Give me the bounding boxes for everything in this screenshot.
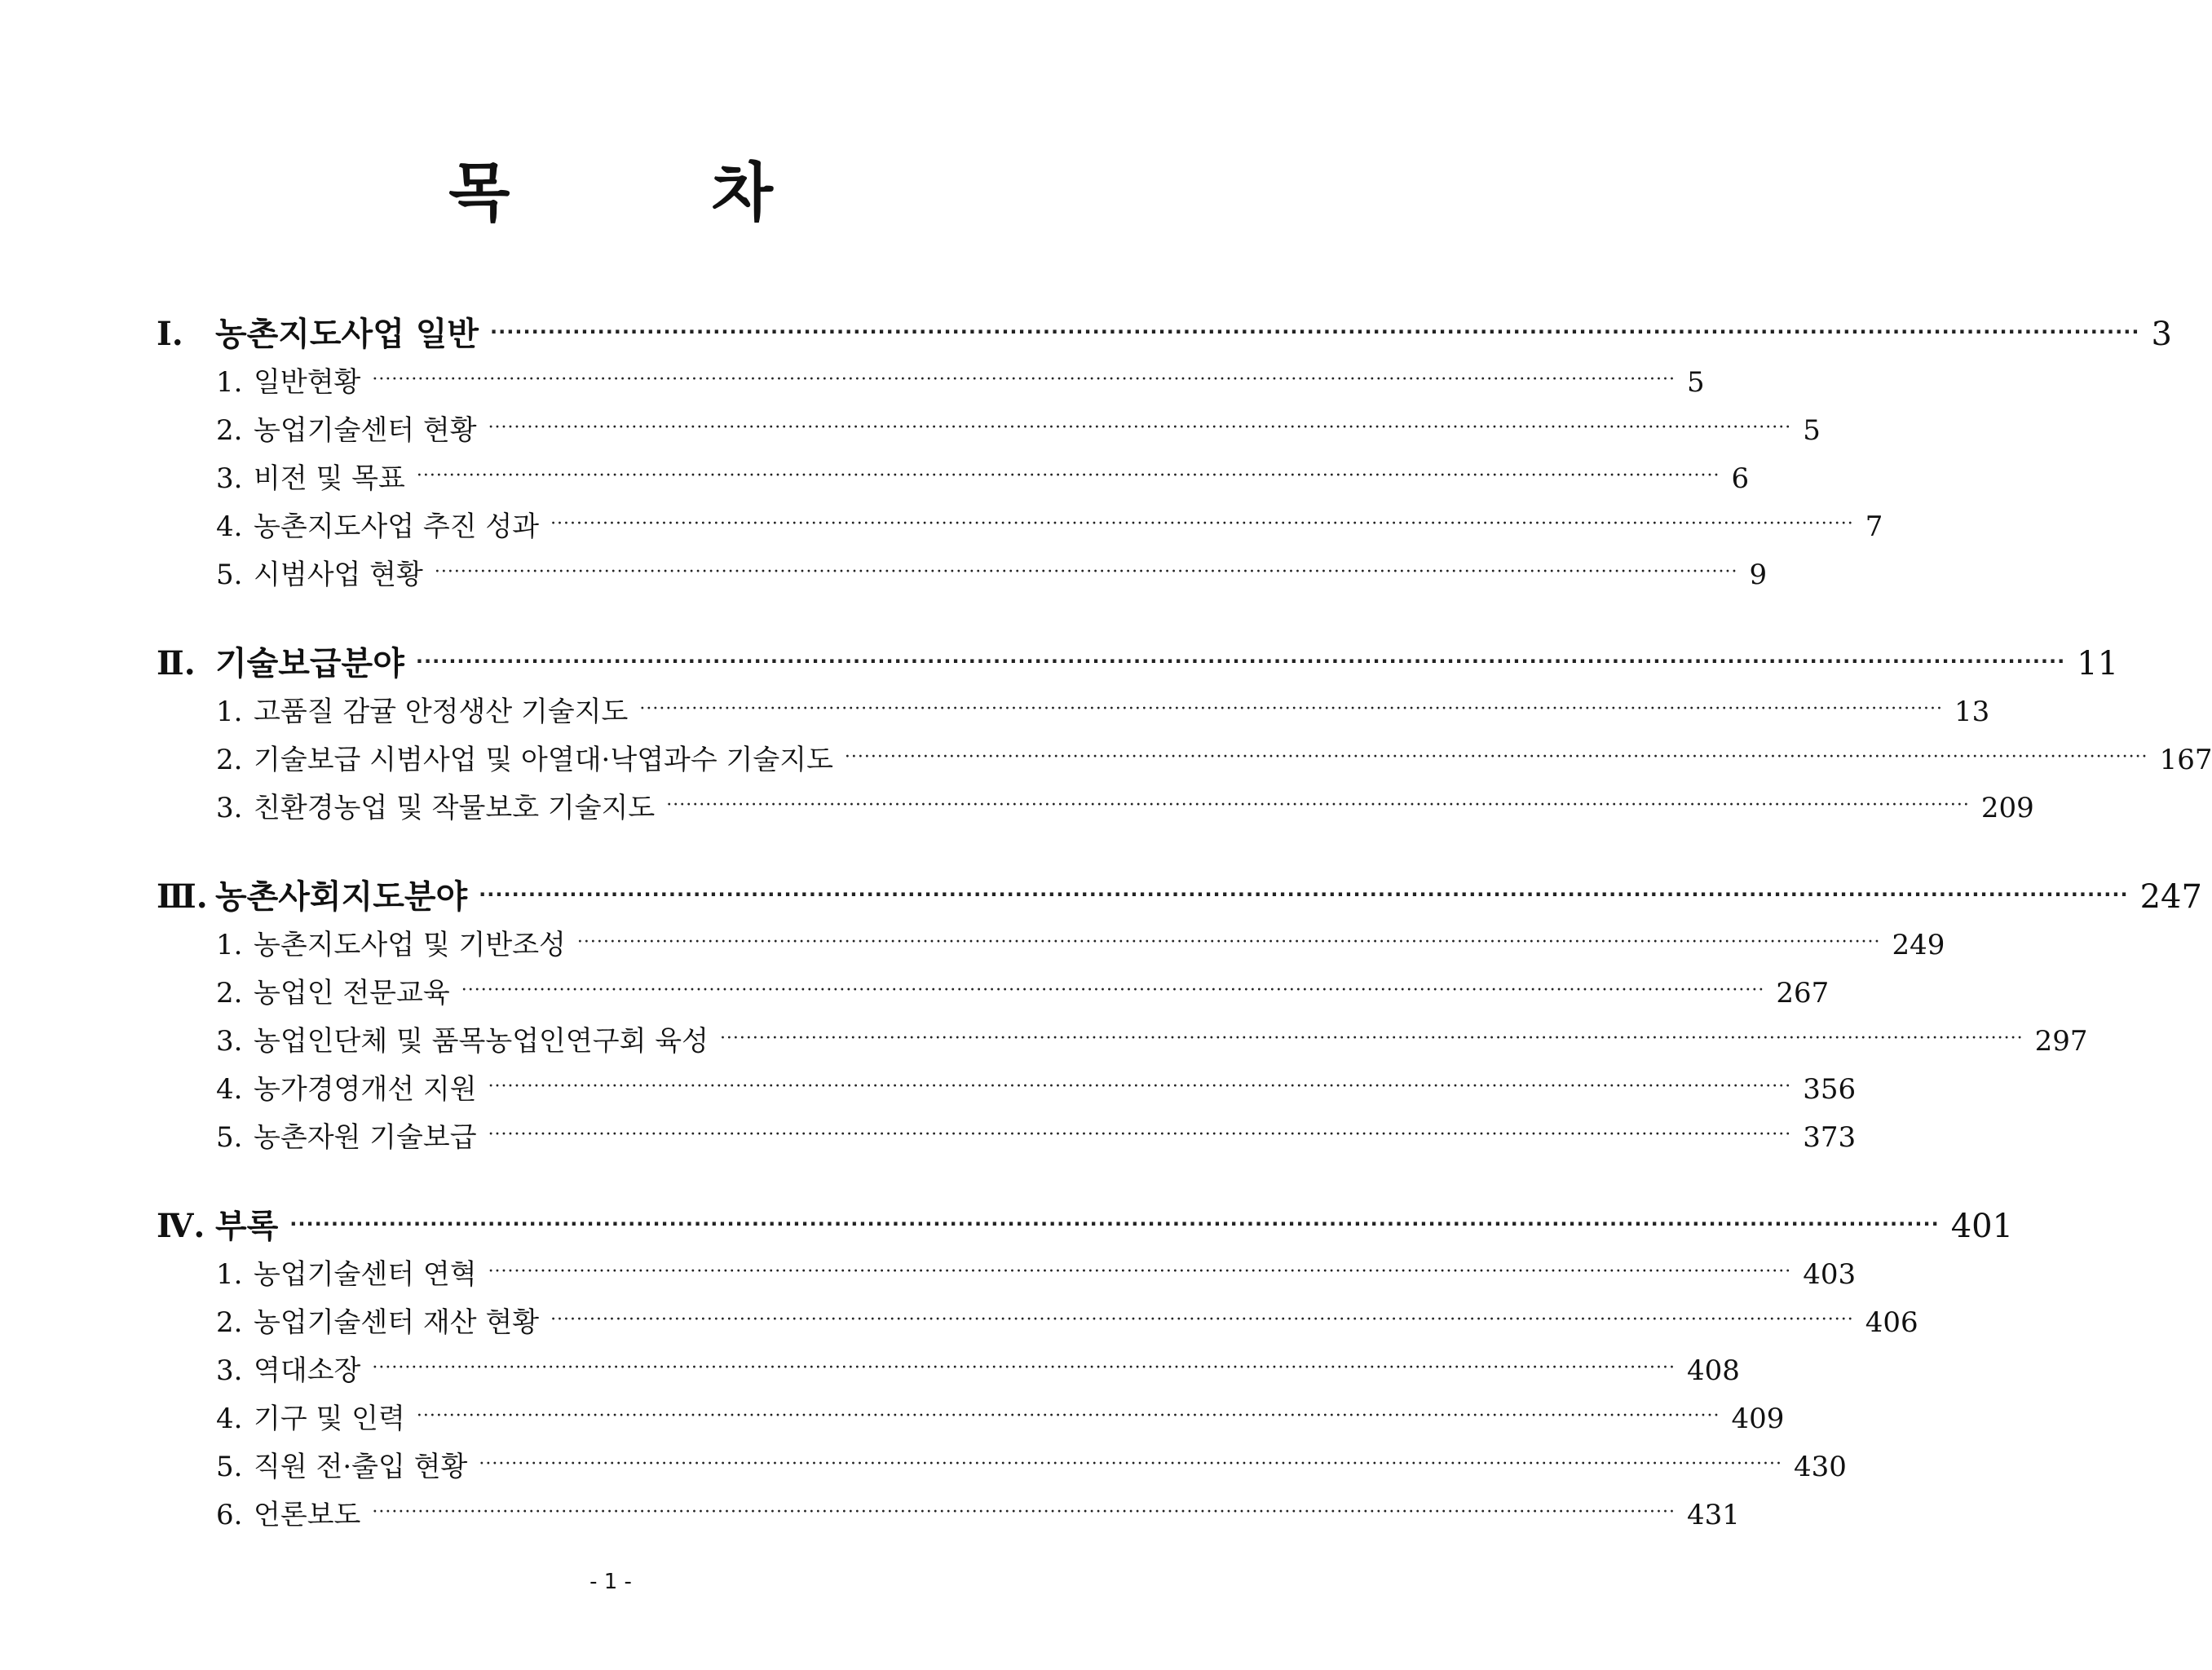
section-number: Ⅲ. [157, 877, 208, 916]
dot-leader: ········································································································································································································ [488, 418, 1792, 438]
item-page-number: 209 [1980, 792, 2034, 824]
toc-section-row[interactable] [157, 1200, 2014, 1247]
toc-item-row[interactable] [216, 737, 2212, 777]
item-title: 농가경영개선 지원 [254, 1073, 477, 1106]
item-title: 기구 및 인력 [254, 1403, 405, 1435]
item-title: 기술보급 시범사업 및 아열대·낙엽과수 기술지도 [254, 744, 833, 776]
toc-item-row[interactable] [216, 456, 1750, 496]
toc-item-row[interactable] [216, 1300, 1918, 1340]
item-number: 4. [216, 1403, 243, 1435]
toc-item-row[interactable] [216, 689, 1990, 729]
dot-leader: ········································································································································································································ [434, 562, 1738, 582]
page-number-footer: - 1 - [589, 1570, 632, 1594]
dot-leader: ········································································································································································································ [639, 699, 1944, 719]
dot-leader: ········································································································································································································ [415, 649, 2066, 673]
section-page-number: 247 [2139, 878, 2202, 916]
item-number: 1. [216, 1258, 243, 1291]
toc-item-row[interactable] [216, 1115, 1857, 1155]
toc-item-row[interactable] [216, 552, 1768, 592]
item-number: 4. [216, 1073, 243, 1106]
item-page-number: 5 [1687, 366, 1705, 399]
item-page-number: 408 [1687, 1354, 1740, 1387]
toc-section-row[interactable] [157, 308, 2172, 355]
item-page-number: 167 [2159, 744, 2212, 776]
item-title: 농업인 전문교육 [254, 977, 450, 1010]
dot-leader: ········································································································································································································ [289, 1212, 1940, 1235]
toc-item-row[interactable] [216, 1018, 2088, 1058]
dot-leader: ········································································································································································································ [479, 1454, 1782, 1474]
dot-leader: ········································································································································································································ [416, 1406, 1720, 1426]
item-title: 농업인단체 및 품목농업인연구회 육성 [254, 1025, 709, 1058]
toc-item-row[interactable] [216, 408, 1821, 448]
dot-leader: ········································································································································································································ [372, 369, 1676, 390]
item-title: 언론보도 [254, 1499, 361, 1531]
section-title: 농촌사회지도분야 [215, 878, 468, 916]
toc-section-row[interactable] [157, 871, 2202, 917]
item-number: 6. [216, 1499, 243, 1531]
dot-leader: ········································································································································································································ [550, 514, 1854, 534]
dot-leader: ········································································································································································································ [372, 1358, 1676, 1378]
item-title: 농업기술센터 연혁 [254, 1258, 477, 1291]
item-title: 일반현황 [254, 366, 361, 399]
item-title: 시범사업 현황 [254, 559, 423, 591]
item-number: 2. [216, 744, 243, 776]
item-page-number: 249 [1892, 929, 1945, 961]
item-page-number: 356 [1803, 1073, 1857, 1106]
dot-leader: ········································································································································································································ [666, 795, 1970, 815]
item-page-number: 403 [1803, 1258, 1857, 1291]
section-title: 농촌지도사업 일반 [215, 316, 479, 353]
item-number: 1. [216, 929, 243, 961]
section-title: 부록 [215, 1208, 279, 1245]
section-number: Ⅳ. [157, 1207, 205, 1245]
item-title: 비전 및 목표 [254, 462, 405, 495]
dot-leader: ········································································································································································································ [490, 320, 2140, 343]
item-number: 5. [216, 1451, 243, 1483]
item-number: 1. [216, 696, 243, 728]
section-title: 기술보급분야 [215, 645, 404, 683]
item-page-number: 9 [1749, 559, 1768, 591]
dot-leader: ········································································································································································································ [550, 1310, 1854, 1330]
dot-leader: ········································································································································································································ [488, 1124, 1792, 1145]
item-page-number: 267 [1776, 977, 1830, 1010]
item-number: 4. [216, 510, 243, 543]
toc-item-row[interactable] [216, 360, 1705, 400]
dot-leader: ········································································································································································································ [488, 1261, 1792, 1282]
toc-item-row[interactable] [216, 1492, 1740, 1532]
dot-leader: ········································································································································································································ [719, 1028, 2024, 1049]
toc-section-row[interactable] [157, 638, 2119, 684]
item-page-number: 13 [1954, 696, 1990, 728]
toc-item-row[interactable] [216, 1252, 1857, 1292]
item-title: 농촌지도사업 및 기반조성 [254, 929, 566, 961]
dot-leader: ········································································································································································································ [488, 1076, 1792, 1097]
toc-item-row[interactable] [216, 504, 1883, 544]
dot-leader: ········································································································································································································ [844, 747, 2148, 767]
dot-leader: ········································································································································································································ [416, 466, 1720, 486]
item-page-number: 297 [2034, 1025, 2088, 1058]
toc-item-row[interactable] [216, 1444, 1847, 1484]
item-page-number: 7 [1865, 510, 1883, 543]
toc-item-row[interactable] [216, 1396, 1785, 1436]
toc-item-row[interactable] [216, 970, 1830, 1010]
item-number: 3. [216, 462, 243, 495]
toc-item-row[interactable] [216, 922, 1945, 962]
item-page-number: 406 [1865, 1306, 1918, 1339]
item-number: 1. [216, 366, 243, 399]
dot-leader: ········································································································································································································ [461, 980, 1765, 1001]
item-page-number: 6 [1731, 462, 1750, 495]
item-page-number: 5 [1803, 414, 1821, 447]
item-title: 고품질 감귤 안정생산 기술지도 [254, 696, 629, 728]
toc-item-row[interactable] [216, 1067, 1857, 1107]
item-title: 친환경농업 및 작물보호 기술지도 [254, 792, 656, 824]
dot-leader: ········································································································································································································ [479, 882, 2129, 906]
item-number: 3. [216, 1354, 243, 1387]
item-number: 2. [216, 977, 243, 1010]
section-number: Ⅰ. [157, 315, 183, 353]
item-page-number: 430 [1793, 1451, 1847, 1483]
item-number: 3. [216, 1025, 243, 1058]
item-number: 2. [216, 1306, 243, 1339]
item-title: 직원 전·출입 현황 [254, 1451, 468, 1483]
item-title: 농업기술센터 현황 [254, 414, 477, 447]
item-page-number: 431 [1687, 1499, 1740, 1531]
page-title: 목 차 [448, 157, 863, 230]
item-number: 5. [216, 559, 243, 591]
item-number: 5. [216, 1121, 243, 1154]
item-title: 농촌지도사업 추진 성과 [254, 510, 540, 543]
toc-item-row[interactable] [216, 1348, 1740, 1388]
dot-leader: ········································································································································································································ [372, 1502, 1676, 1522]
item-title: 농업기술센터 재산 현황 [254, 1306, 540, 1339]
item-page-number: 409 [1731, 1403, 1785, 1435]
section-page-number: 401 [1950, 1208, 2014, 1245]
item-page-number: 373 [1803, 1121, 1857, 1154]
item-title: 역대소장 [254, 1354, 361, 1387]
item-number: 3. [216, 792, 243, 824]
item-number: 2. [216, 414, 243, 447]
dot-leader: ········································································································································································································ [576, 932, 1881, 952]
section-page-number: 3 [2151, 316, 2172, 353]
toc-item-row[interactable] [216, 785, 2034, 825]
item-title: 농촌자원 기술보급 [254, 1121, 477, 1154]
section-number: Ⅱ. [157, 644, 196, 683]
section-page-number: 11 [2077, 645, 2119, 683]
